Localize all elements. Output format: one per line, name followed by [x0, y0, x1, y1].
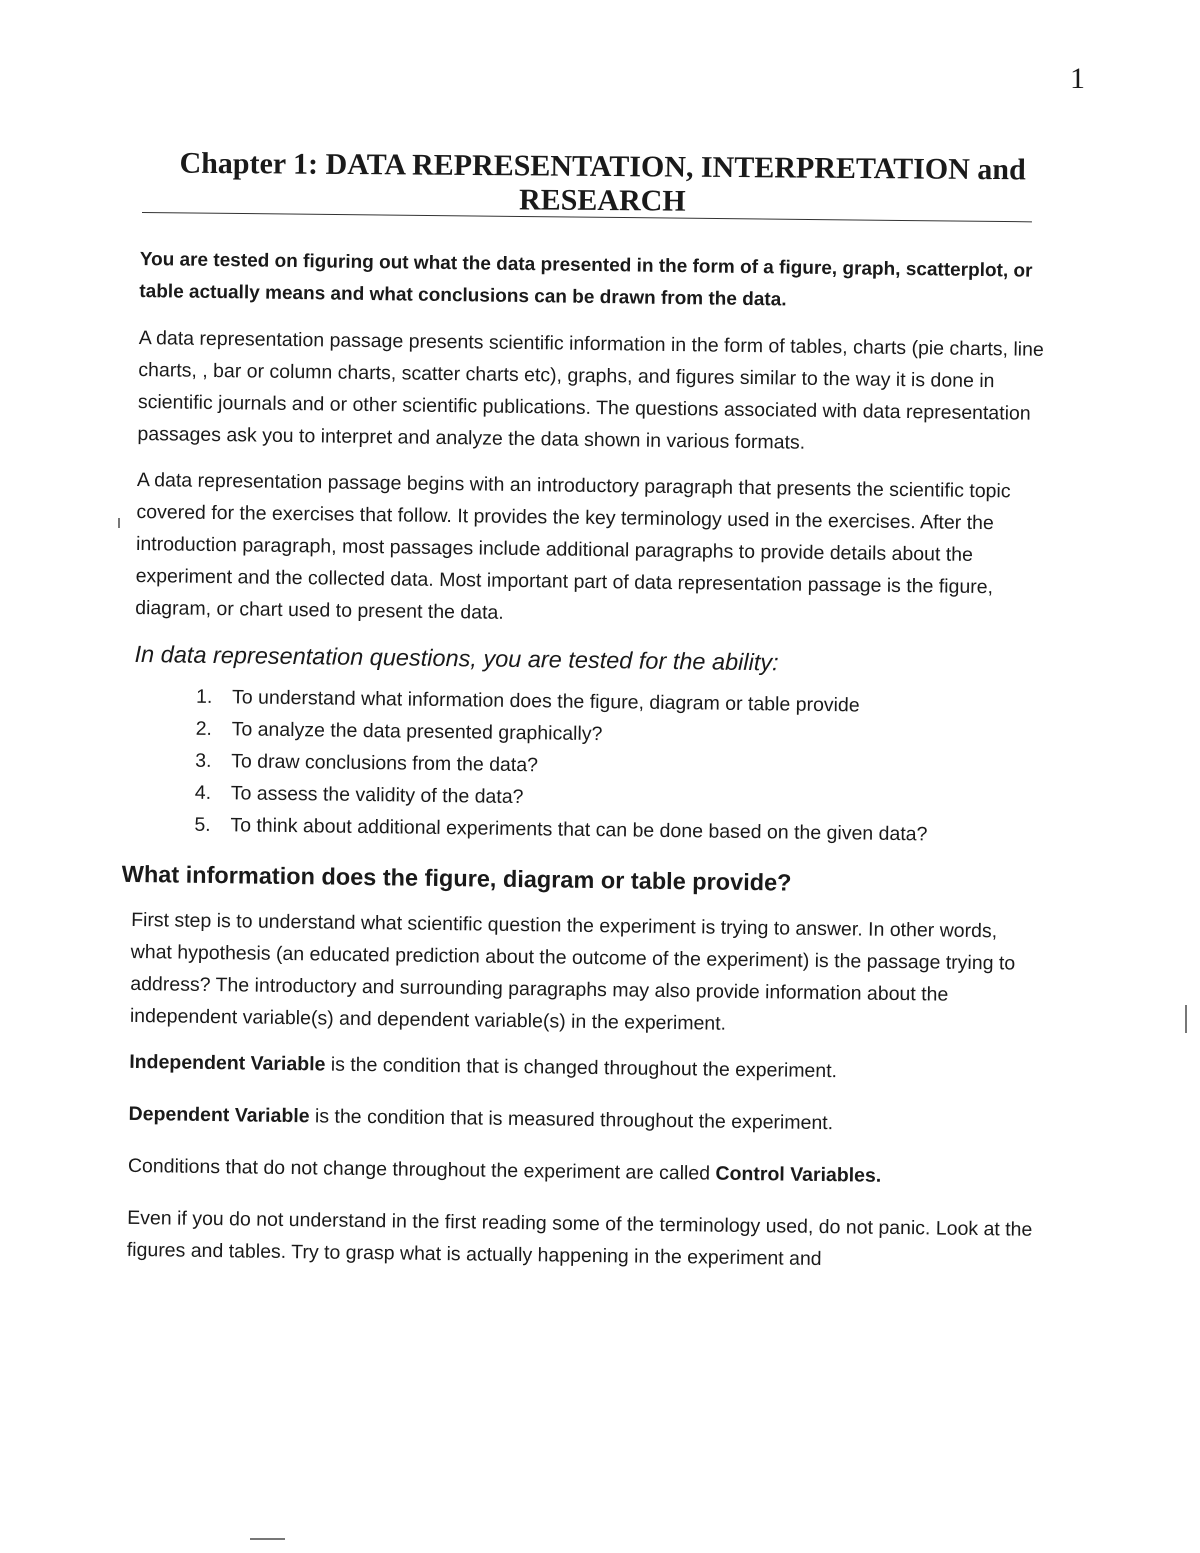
intro-paragraph: A data representation passage presents scientific information in the form of tables, charts (pie charts, line charts, , bar or column charts, scatter charts etc), graphs, and figures similar to the way it is done in scientific journals and or other scientific publications. The questions associated with data representation passages ask you to interpret and analyze the data shown in various formats. — [137, 326, 1044, 454]
list-item-number: 2. — [195, 717, 213, 740]
page-number: 1 — [1070, 62, 1085, 95]
scan-mark — [118, 518, 120, 528]
hypothesis-paragraph: First step is to understand what scientific question the experiment is trying to answer. In other words, what hypothesis (an educated prediction about the outcome of the experiment) is the passage trying to address? The introductory and surrounding paragraphs may also provide information about the independent variable(s) and dependent variable(s) in the experiment. — [129, 908, 1016, 1035]
list-item-text: To understand what information does the figure, diagram or table provide — [231, 686, 860, 717]
closing-paragraph: Even if you do not understand in the first reading some of the terminology used, do not panic. Look at the figures and tables. Try to grasp what is actually happening in the experiment and — [126, 1206, 1033, 1271]
list-item-text: To analyze the data presented graphically? — [231, 718, 603, 746]
dependent-variable-definition — [128, 1098, 1040, 1142]
control-variable-term: Control Variables. — [715, 1162, 882, 1187]
list-item-text: To assess the validity of the data? — [230, 782, 524, 809]
control-variable-text: Conditions that do not change throughout the experiment are called — [127, 1154, 716, 1185]
dependent-variable-term: Dependent Variable — [128, 1102, 310, 1128]
scan-mark — [1185, 1005, 1187, 1033]
list-item-number: 5. — [194, 813, 211, 836]
abilities-heading: In data representation questions, you are tested for the ability: — [134, 640, 779, 676]
list-item-number: 3. — [195, 749, 212, 772]
abilities-list — [132, 680, 1046, 852]
control-variable-definition — [128, 1150, 1040, 1194]
independent-variable-text: is the condition that is changed throughout the experiment. — [325, 1053, 838, 1083]
independent-variable-term: Independent Variable — [129, 1050, 326, 1076]
independent-variable-definition — [129, 1046, 1041, 1090]
list-item-number: 4. — [194, 781, 212, 804]
section-heading: What information does the figure, diagram or table provide? — [121, 860, 792, 896]
scan-mark — [250, 1538, 285, 1540]
chapter-title: Chapter 1: DATA REPRESENTATION, INTERPRETATION and RESEARCH — [179, 146, 1026, 218]
list-item-text: To draw conclusions from the data? — [231, 750, 539, 777]
passage-description-paragraph: A data representation passage begins with an introductory paragraph that presents the scientific topic covered for the exercises that follow. It provides the key terminology used in the exercises. After the introduction paragraph, most passages include additional paragraphs to provide details about the experiment and the collected data. Most important part of data representation passage is the figure, diagram, or chart used to present the data. — [135, 468, 1011, 624]
page-body — [121, 244, 1051, 1292]
list-item-number: 1. — [195, 685, 213, 708]
list-item-text: To think about additional experiments that can be done based on the given data? — [230, 814, 928, 846]
dependent-variable-text: is the condition that is measured throughout the experiment. — [309, 1105, 834, 1135]
lead-paragraph: You are tested on figuring out what the data presented in the form of a figure, graph, scatterplot, or table actually means and what conclusions can be drawn from the data. — [139, 248, 1033, 311]
